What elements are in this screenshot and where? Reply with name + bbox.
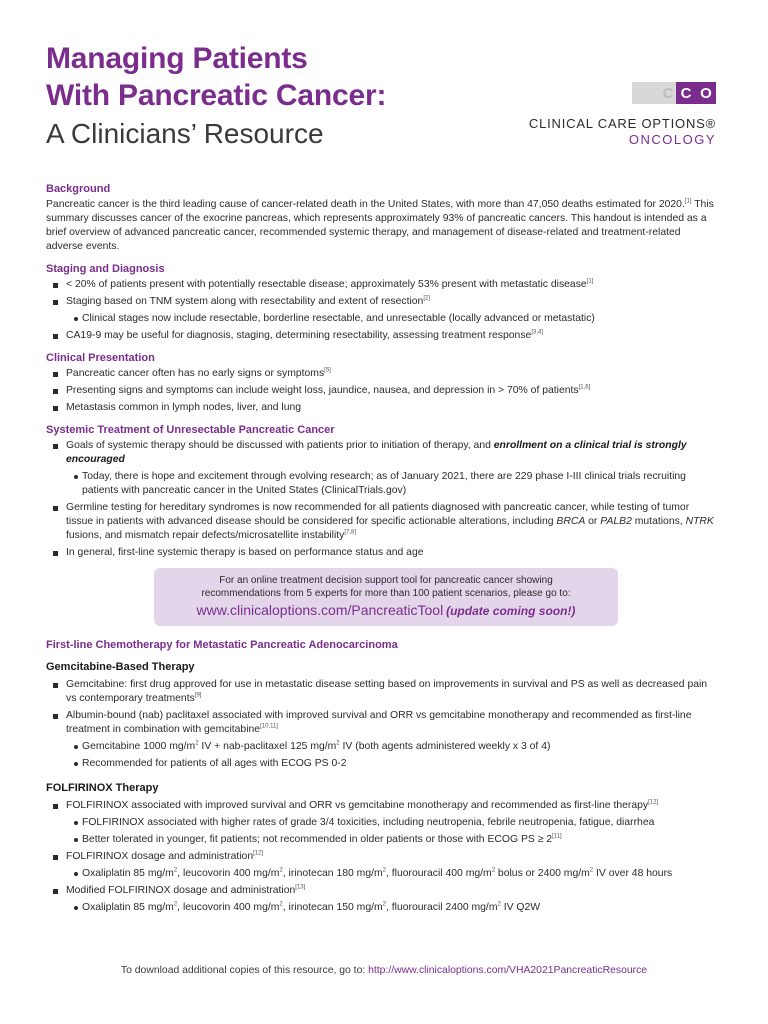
- list-item: [46, 295, 718, 309]
- list-item-text: fusions, and mismatch repair defects/microsatellite instability: [66, 530, 345, 541]
- reference-marker: [1]: [684, 198, 692, 205]
- background-paragraph: [46, 198, 718, 254]
- title-line-1: Managing Patients: [46, 42, 308, 75]
- footer: [0, 965, 768, 976]
- section-heading-clinical: Clinical Presentation: [46, 352, 155, 364]
- list-item: [46, 546, 718, 560]
- folfirinox-list-2: [46, 850, 718, 864]
- list-item-text: Gemcitabine: first drug approved for use in metastatic disease setting based on improvements in survival and PS as well as decreased pain vs contemporary treatments: [66, 679, 708, 704]
- list-item-text: Metastasis common in lymph nodes, liver, and lung: [66, 402, 302, 413]
- callout-note: (update coming soon!): [446, 604, 576, 618]
- reference-marker: [2]: [423, 295, 430, 302]
- superscript: 2: [173, 867, 178, 874]
- staging-list-2: [46, 329, 718, 343]
- superscript: 2: [336, 740, 340, 747]
- section-clinical-presentation: [46, 351, 718, 415]
- gem-list: [46, 678, 718, 737]
- callout-text-1: For an online treatment decision support tool for pancreatic cancer showing: [219, 575, 553, 586]
- dose-text: , irinotecan 150 mg/m: [282, 902, 383, 913]
- list-item-text: Albumin-bound (nab) paclitaxel associated with improved survival and ORR vs gemcitabine monotherapy and recommended as first-line treatment in combination with gemcitabine: [66, 710, 692, 735]
- list-item-text: < 20% of patients present with potentially resectable disease; approximately 53% present with metastatic disease: [66, 279, 587, 290]
- list-item-text: FOLFIRINOX dosage and administration: [66, 851, 254, 862]
- reference-marker: [13]: [295, 884, 306, 891]
- dose-text: bolus or 2400 mg/m: [495, 868, 590, 879]
- section-first-line: [46, 638, 718, 652]
- list-item: [46, 709, 718, 737]
- reference-marker: [5]: [324, 367, 331, 374]
- list-item-text: Better tolerated in younger, fit patients; not recommended in older patients or those with ECOG PS ≥ 2: [82, 834, 553, 845]
- list-item: [46, 884, 718, 898]
- main-content: [46, 182, 718, 923]
- list-item-text: Goals of systemic therapy should be discussed with patients prior to initiation of therapy, and: [66, 440, 494, 451]
- list-item-text: Recommended for patients of all ages with ECOG PS 0-2: [82, 758, 347, 769]
- dose-text: , leucovorin 400 mg/m: [177, 868, 280, 879]
- section-systemic-treatment: [46, 423, 718, 560]
- list-item-text: Modified FOLFIRINOX dosage and administration: [66, 885, 296, 896]
- superscript: 2: [279, 901, 283, 908]
- document-subtitle: A Clinicians’ Resource: [46, 118, 324, 149]
- section-heading-background: Background: [46, 183, 111, 195]
- dose-text: , fluorouracil 2400 mg/m: [386, 902, 498, 913]
- list-item-text: Germline testing for hereditary syndromes is now recommended for all patients diagnosed with pancreatic cancer, while testing of tumor tissue in patients with advanced disease should be considered for specific actionable alterations, including: [66, 502, 690, 527]
- dose-text: Oxaliplatin 85 mg/m: [82, 868, 174, 879]
- logo-letter-c2: C: [676, 82, 696, 104]
- superscript: 2: [491, 867, 496, 874]
- dose-text: , leucovorin 400 mg/m: [177, 902, 280, 913]
- superscript: 2: [173, 901, 178, 908]
- folfirinox-list: [46, 799, 718, 813]
- cco-logo-mark: [632, 82, 716, 104]
- list-item-text: In general, first-line systemic therapy is based on performance status and age: [66, 547, 424, 558]
- sub-list-item: [46, 312, 718, 326]
- dose-text: IV over 48 hours: [593, 868, 673, 879]
- reference-marker: [1]: [586, 278, 594, 285]
- sub-list-item: [46, 901, 718, 915]
- systemic-sublist: [46, 470, 718, 498]
- cco-logo: [516, 82, 716, 147]
- list-item: [46, 329, 718, 343]
- list-item-text: Presenting signs and symptoms can include weight loss, jaundice, nausea, and depression in > 70% of patients: [66, 385, 579, 396]
- list-item: [46, 501, 718, 543]
- section-folfirinox: [46, 781, 718, 915]
- list-item-text: or: [585, 516, 601, 527]
- folfirinox-sublist-3: [46, 901, 718, 915]
- list-item-text: FOLFIRINOX associated with higher rates of grade 3/4 toxicities, including neutropenia, febrile neutropenia, fatigue, diarrhea: [82, 817, 655, 828]
- sub-list-item: [46, 740, 718, 754]
- reference-marker: [1,6]: [578, 384, 591, 391]
- logo-letter-o: O: [696, 82, 716, 104]
- list-item-text: Pancreatic cancer often has no early signs or symptoms: [66, 368, 325, 379]
- gene-name: BRCA: [556, 516, 586, 527]
- document-title: [46, 40, 486, 152]
- list-item-text: FOLFIRINOX associated with improved survival and ORR vs gemcitabine monotherapy and recommended as first-line therapy: [66, 800, 649, 811]
- reference-marker: [7,8]: [344, 529, 357, 536]
- list-item: [46, 799, 718, 813]
- pancreatic-tool-link[interactable]: www.clinicaloptions.com/PancreaticTool: [196, 602, 444, 618]
- decision-tool-callout: [154, 568, 618, 626]
- callout-text-2: recommendations from 5 experts for more than 100 patient scenarios, please go to:: [201, 588, 571, 599]
- dose-text: IV + nab-paclitaxel 125 mg/m: [198, 741, 337, 752]
- folfirinox-sublist-1: [46, 816, 718, 847]
- systemic-list-2: [46, 501, 718, 560]
- systemic-list: [46, 439, 718, 467]
- section-gemcitabine: [46, 660, 718, 771]
- list-item: [46, 384, 718, 398]
- reference-marker: [12]: [253, 850, 264, 857]
- section-heading-staging: Staging and Diagnosis: [46, 263, 165, 275]
- background-text-a: Pancreatic cancer is the third leading cause of cancer-related death in the United States, with more than 47,050 deaths estimated for 2020.: [46, 199, 685, 210]
- superscript: 2: [382, 901, 387, 908]
- subheading-folfirinox: FOLFIRINOX Therapy: [46, 782, 159, 794]
- dose-text: IV Q2W: [500, 902, 541, 913]
- folfirinox-sublist-2: [46, 867, 718, 881]
- sub-list-item: [46, 816, 718, 830]
- dose-text: , irinotecan 180 mg/m: [282, 868, 383, 879]
- reference-marker: [12]: [648, 799, 659, 806]
- title-line-2: With Pancreatic Cancer:: [46, 79, 387, 112]
- logo-letter-c1: C: [660, 82, 676, 104]
- reference-marker: [11]: [552, 833, 562, 840]
- list-item: [46, 278, 718, 292]
- list-item-text: CA19-9 may be useful for diagnosis, staging, determining resectability, assessing treatment response: [66, 330, 532, 341]
- gem-sublist: [46, 740, 718, 771]
- section-heading-first-line: First-line Chemotherapy for Metastatic Pancreatic Adenocarcinoma: [46, 639, 398, 651]
- staging-sublist: [46, 312, 718, 326]
- reference-marker: [10,11]: [260, 723, 278, 730]
- background-text-b: This summary discusses cancer of the exocrine pancreas, which represents approximately 93% of pancreatic cancers. This handout is intended as a brief overview of advanced pancreatic cancer, recommended systemic therapy, and management of disease-related and treatment-related adverse events.: [46, 199, 714, 252]
- list-item-text: Today, there is hope and excitement through evolving research; as of January 2021, there are 229 phase I-III clinical trials recruiting patients with pancreatic cancer in the United States (ClinicalTrials.gov): [82, 471, 686, 496]
- superscript: 2: [279, 867, 283, 874]
- list-item-text: Staging based on TNM system along with resectability and extent of resection: [66, 296, 424, 307]
- folfirinox-list-3: [46, 884, 718, 898]
- sub-list-item: [46, 757, 718, 771]
- dose-text: Oxaliplatin 85 mg/m: [82, 902, 174, 913]
- dose-text: , fluorouracil 400 mg/m: [386, 868, 492, 879]
- download-link[interactable]: http://www.clinicaloptions.com/VHA2021PancreaticResource: [368, 965, 648, 976]
- logo-sub: ONCOLOGY: [628, 132, 716, 147]
- list-item-text: Clinical stages now include resectable, borderline resectable, and unresectable (locally advanced or metastatic): [82, 313, 595, 324]
- section-background: [46, 182, 718, 254]
- sub-list-item: [46, 470, 718, 498]
- logo-name: CLINICAL CARE OPTIONS®: [528, 116, 716, 131]
- reference-marker: [3,4]: [531, 329, 544, 336]
- list-item-text: mutations,: [631, 516, 686, 527]
- sub-list-item: [46, 867, 718, 881]
- subheading-gemcitabine: Gemcitabine-Based Therapy: [46, 661, 195, 673]
- emphasis-text: enrollment on a clinical trial is strongly encouraged: [66, 440, 687, 465]
- dose-text: Gemcitabine 1000 mg/m: [82, 741, 196, 752]
- list-item: [46, 439, 718, 467]
- footer-text: To download additional copies of this resource, go to:: [120, 965, 369, 976]
- staging-list: [46, 278, 718, 309]
- list-item: [46, 678, 718, 706]
- superscript: 2: [497, 901, 501, 908]
- section-heading-systemic: Systemic Treatment of Unresectable Pancreatic Cancer: [46, 424, 335, 436]
- list-item: [46, 401, 718, 415]
- section-staging: [46, 262, 718, 343]
- sub-list-item: [46, 833, 718, 847]
- superscript: 2: [589, 867, 594, 874]
- superscript: 2: [382, 867, 387, 874]
- list-item: [46, 850, 718, 864]
- superscript: 2: [195, 740, 199, 747]
- gene-name: NTRK: [685, 516, 714, 527]
- gene-name: PALB2: [600, 516, 632, 527]
- list-item: [46, 367, 718, 381]
- dose-text: IV (both agents administered weekly x 3 of 4): [339, 741, 551, 752]
- clinical-list: [46, 367, 718, 415]
- reference-marker: [9]: [194, 692, 202, 699]
